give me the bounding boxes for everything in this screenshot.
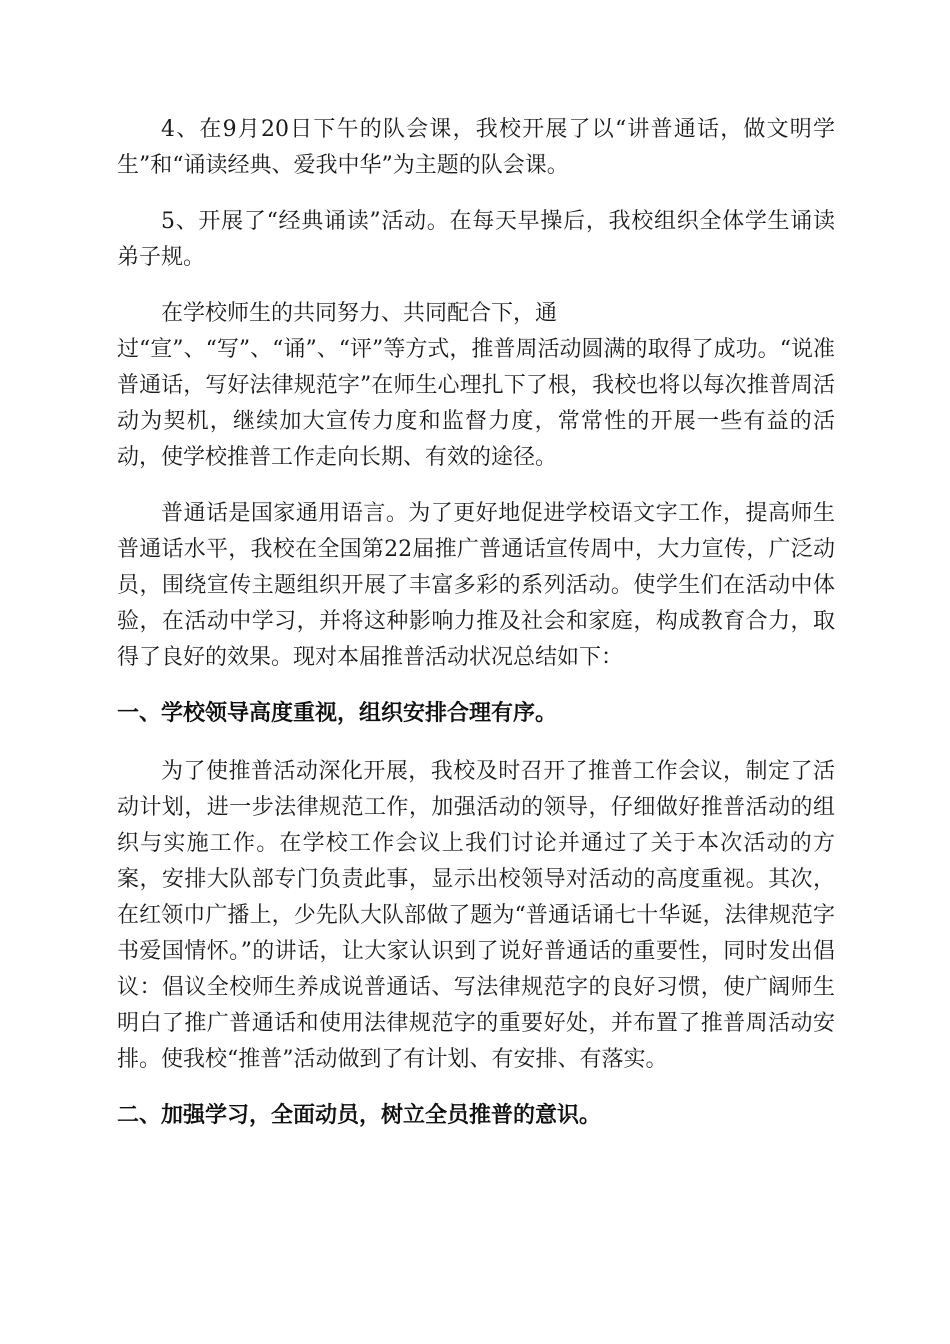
document-body (117, 112, 835, 1156)
section-heading-1: 一、学校领导高度重视，组织安排合理有序。 (117, 701, 558, 726)
paragraph-summary-first-line: 在学校师生的共同努力、共同配合下，通 (161, 301, 558, 326)
section-heading-2: 二、加强学习，全面动员，树立全员推普的意识。 (117, 1103, 602, 1128)
paragraph-summary-rest: 过“宣”、“写”、“诵”、“评”等方式，推普周活动圆满的取得了成功。“说准普通话，写好法律规范字”在师生心理扎下了根，我校也将以每次推普周活动为契机，继续加大宣传力度和监督力度，常常性的开展一些有益的活动，使学校推普工作走向长期、有效的途径。 (117, 337, 835, 470)
section-1-paragraph: 为了使推普活动深化开展，我校及时召开了推普工作会议，制定了活动计划，进一步法律规范工作，加强活动的领导，仔细做好推普活动的组织与实施工作。在学校工作会议上我们讨论并通过了关于本次活动的方案，安排大队部专门负责此事，显示出校领导对活动的高度重视。其次，在红领巾广播上，少先队大队部做了题为“普通话诵七十华诞，法律规范字书爱国情怀。”的讲话，让大家认识到了说好普通话的重要性，同时发出倡议：倡议全校师生养成说普通话、写法律规范字的良好习惯，使广阔师生明白了推广普通话和使用法律规范字的重要好处，并布置了推普周活动安排。使我校“推普”活动做到了有计划、有安排、有落实。 (117, 759, 835, 1072)
paragraph-item-4: 4、在9月20日下午的队会课，我校开展了以“讲普通话，做文明学生”和“诵读经典、爱我中华”为主题的队会课。 (117, 117, 835, 178)
paragraph-intro: 普通话是国家通用语言。为了更好地促进学校语文字工作，提高师生普通话水平，我校在全国第22届推广普通话宣传周中，大力宣传，广泛动员，围绕宣传主题组织开展了丰富多彩的系列活动。使学生们在活动中体验，在活动中学习，并将这种影响力推及社会和家庭，构成教育合力，取得了良好的效果。现对本届推普活动状况总结如下： (117, 501, 835, 670)
paragraph-item-5: 5、开展了“经典诵读”活动。在每天早操后，我校组织全体学生诵读弟子规。 (117, 209, 835, 270)
paragraph-summary (117, 296, 835, 476)
